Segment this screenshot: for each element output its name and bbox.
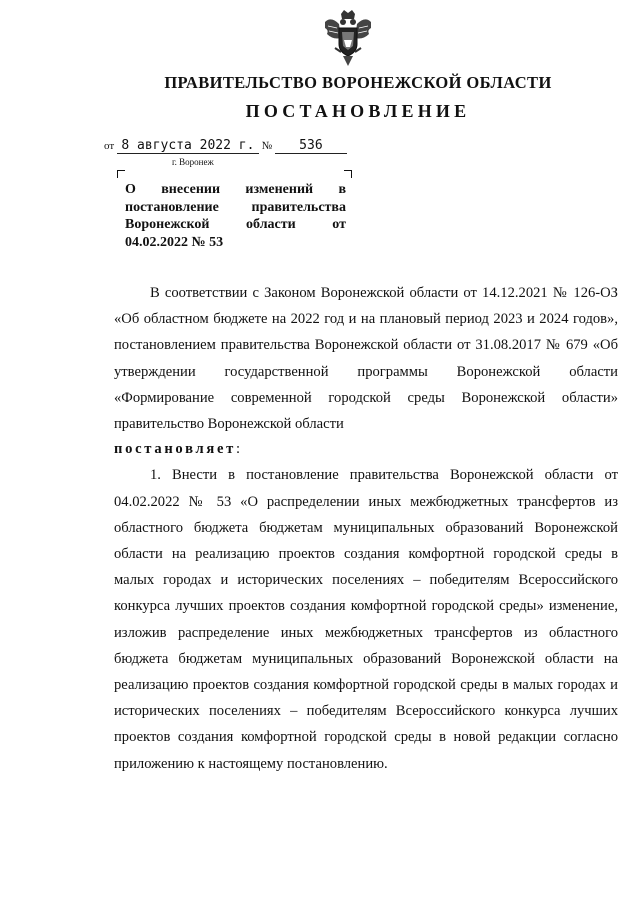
document-subject [125, 181, 346, 251]
subject-line: постановление правительства [125, 199, 346, 215]
preamble-paragraph: В соответствии с Законом Воронежской области от 14.12.2021 № 126-ОЗ «Об областном бюджете на 2022 год и на плановый период 2023 и 2024 годов», постановлением правительства Воронежской области от 31.08.2017 № 679 «Об утверждении государственной программы Воронежской области «Формирование современной городской среды Воронежской области» правительство Воронежской области [114, 285, 618, 433]
number-prefix: № [261, 140, 273, 152]
subject-line: О внесении изменений в [125, 182, 346, 197]
date-number-line [104, 138, 347, 154]
decree-colon: : [236, 441, 241, 458]
subject-corner-left [117, 170, 125, 178]
document-date: 8 августа 2022 г. [117, 138, 259, 154]
date-prefix: от [104, 140, 115, 152]
decree-word: постановляет [114, 441, 236, 458]
government-title: ПРАВИТЕЛЬСТВО ВОРОНЕЖСКОЙ ОБЛАСТИ [164, 73, 552, 92]
document-type-title: ПОСТАНОВЛЕНИЕ [245, 101, 471, 121]
decree-paragraph [114, 436, 618, 462]
item-paragraph: 1. Внести в постановление правительства Воронежской области от 04.02.2022 № 53 «О распределении иных межбюджетных трансфертов из областного бюджета бюджетам муниципальных образований Воронежской области на реализацию проектов создания комфортной городской среды в малых городах и исторических поселениях – победителям Всероссийского конкурса лучших проектов создания комфортной городской среды» изменение, изложив распределение иных межбюджетных трансфертов из областного бюджета бюджетам муниципальных образований Воронежской области на реализацию проектов создания комфортной городской среды в малых городах и исторических поселениях – победителям Всероссийского конкурса лучших проектов создания комфортной городской среды в новой редакции согласно приложению к настоящему постановлению. [114, 467, 618, 772]
subject-line: Воронежской области от [125, 217, 346, 232]
document-body [114, 280, 618, 777]
coat-of-arms-icon [323, 10, 373, 68]
document-number: 536 [275, 138, 347, 154]
subject-corner-right [344, 170, 352, 178]
city-label: г. Воронеж [172, 157, 214, 167]
subject-line: 04.02.2022 № 53 [125, 234, 224, 250]
